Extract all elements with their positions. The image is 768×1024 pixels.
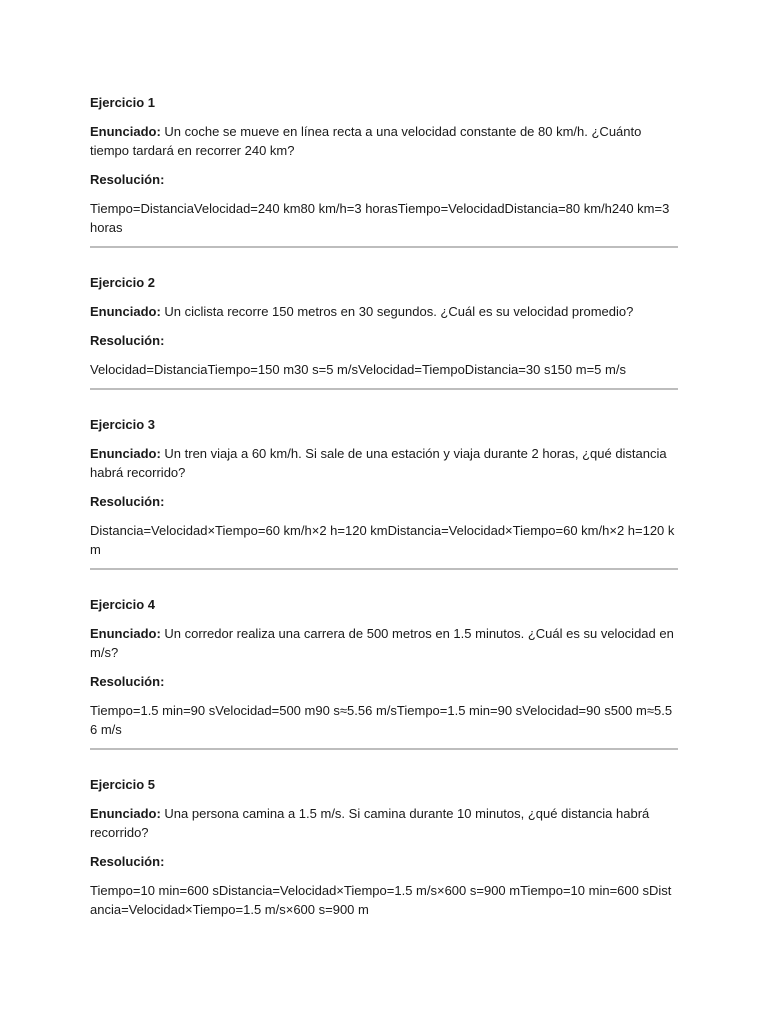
resolution-label: Resolución: — [90, 494, 165, 509]
exercise-title: Ejercicio 2 — [90, 275, 156, 290]
divider — [90, 388, 678, 390]
resolution-text: Tiempo=1.5 min=90 sVelocidad=500 m90 s≈5.56 m/sTiempo=1.5 min=90 sVelocidad=90 s500 m≈5.56 m/s — [90, 703, 673, 737]
exercise-statement — [90, 302, 678, 321]
exercise-statement — [90, 444, 678, 482]
exercise-title: Ejercicio 3 — [90, 417, 156, 432]
exercise-statement — [90, 122, 678, 160]
exercise-title: Ejercicio 4 — [90, 597, 156, 612]
resolution-text: Tiempo=10 min=600 sDistancia=Velocidad×Tiempo=1.5 m/s×600 s=900 mTiempo=10 min=600 sDistancia=Velocidad×Tiempo=1.5 m/s×600 s=900 m — [90, 883, 672, 917]
statement-label: Enunciado: — [90, 124, 161, 139]
exercise-title: Ejercicio 5 — [90, 777, 156, 792]
divider — [90, 748, 678, 750]
statement-text: Un ciclista recorre 150 metros en 30 segundos. ¿Cuál es su velocidad promedio? — [160, 304, 634, 319]
resolution-label: Resolución: — [90, 172, 165, 187]
divider — [90, 246, 678, 248]
resolution-text: Distancia=Velocidad×Tiempo=60 km/h×2 h=120 kmDistancia=Velocidad×Tiempo=60 km/h×2 h=120 km — [90, 523, 675, 557]
statement-label: Enunciado: — [90, 304, 161, 319]
exercise-title: Ejercicio 1 — [90, 95, 156, 110]
statement-label: Enunciado: — [90, 626, 161, 641]
statement-label: Enunciado: — [90, 446, 161, 461]
exercise-5 — [90, 775, 678, 919]
resolution-label: Resolución: — [90, 854, 165, 869]
exercise-2 — [90, 273, 678, 379]
resolution-text: Tiempo=DistanciaVelocidad=240 km80 km/h=3 horasTiempo=VelocidadDistancia=80 km/h240 km=3 horas — [90, 201, 670, 235]
document-page — [90, 93, 678, 919]
exercise-statement — [90, 624, 678, 662]
exercise-4 — [90, 595, 678, 739]
statement-text: Un coche se mueve en línea recta a una velocidad constante de 80 km/h. ¿Cuánto tiempo tardará en recorrer 240 km? — [90, 124, 642, 158]
exercise-1 — [90, 93, 678, 237]
divider — [90, 568, 678, 570]
statement-label: Enunciado: — [90, 806, 161, 821]
statement-text: Un corredor realiza una carrera de 500 metros en 1.5 minutos. ¿Cuál es su velocidad en m/s? — [90, 626, 674, 660]
resolution-text: Velocidad=DistanciaTiempo=150 m30 s=5 m/sVelocidad=TiempoDistancia=30 s150 m=5 m/s — [90, 362, 626, 377]
resolution-label: Resolución: — [90, 674, 165, 689]
statement-text: Un tren viaja a 60 km/h. Si sale de una estación y viaja durante 2 horas, ¿qué distancia habrá recorrido? — [90, 446, 667, 480]
exercise-statement — [90, 804, 678, 842]
exercise-3 — [90, 415, 678, 559]
statement-text: Una persona camina a 1.5 m/s. Si camina durante 10 minutos, ¿qué distancia habrá recorrido? — [90, 806, 650, 840]
resolution-label: Resolución: — [90, 333, 165, 348]
